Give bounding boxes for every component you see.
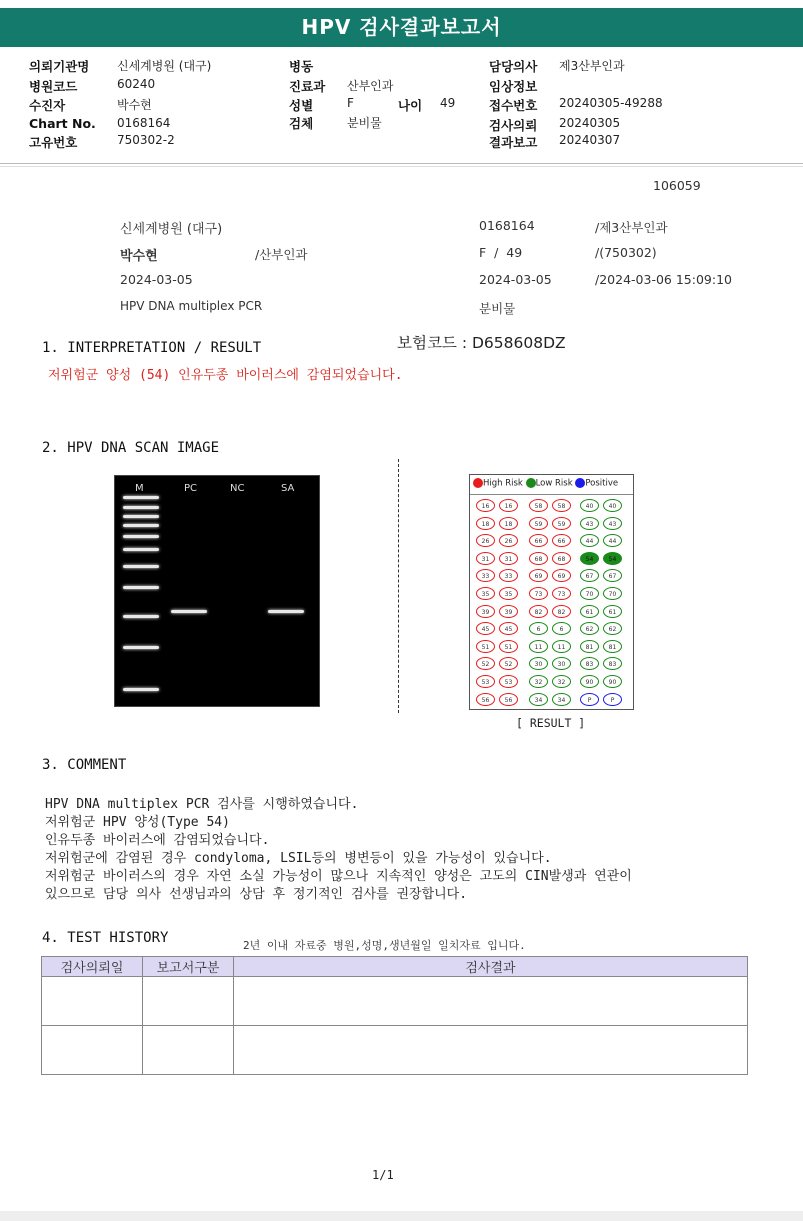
info-report-datetime: /2024-03-06 15:09:10 — [595, 272, 732, 287]
genotype-cell-58: 58 — [552, 499, 571, 512]
lane-label-nc: NC — [230, 483, 245, 494]
history-note: 2년 이내 자료중 병원,성명,생년월일 일치자료 입니다. — [243, 939, 526, 952]
label-clinical-info: 임상정보 — [489, 79, 538, 94]
genotype-cell-6: 6 — [552, 622, 571, 635]
table-cell — [234, 1026, 748, 1075]
lane-label-sa: SA — [281, 483, 295, 494]
value-hospital: 신세계병원 (대구) — [117, 59, 212, 73]
page-number: 1/1 — [372, 1168, 394, 1182]
legend-high-risk: High Risk — [483, 478, 523, 489]
header-divider — [0, 163, 803, 164]
legend-positive: Positive — [585, 478, 619, 489]
label-report-date: 결과보고 — [489, 135, 538, 150]
ladder-band — [123, 586, 159, 589]
history-col-request-date: 검사의뢰일 — [42, 957, 143, 977]
genotype-cell-45: 45 — [476, 622, 495, 635]
info-sex-age: F / 49 — [479, 245, 523, 260]
label-doctor: 담당의사 — [489, 59, 538, 74]
genotype-cell-P: P — [580, 693, 599, 706]
genotype-cell-56: 56 — [499, 693, 518, 706]
genotype-cell-51: 51 — [499, 640, 518, 653]
genotype-cell-73: 73 — [552, 587, 571, 600]
value-request-date: 20240305 — [559, 116, 621, 130]
label-age: 나이 — [398, 98, 423, 113]
genotype-cell-56: 56 — [476, 693, 495, 706]
section-scan-image-title: 2. HPV DNA SCAN IMAGE — [42, 440, 220, 456]
genotype-cell-59: 59 — [529, 517, 548, 530]
info-specimen: 분비물 — [479, 301, 516, 316]
genotype-cell-67: 67 — [603, 569, 622, 582]
genotype-cell-39: 39 — [499, 605, 518, 618]
label-hospital-code: 병원코드 — [29, 79, 78, 94]
genotype-cell-53: 53 — [499, 675, 518, 688]
genotype-cell-54: 54 — [580, 552, 599, 565]
table-row — [42, 977, 748, 1026]
genotype-cell-62: 62 — [580, 622, 599, 635]
genotype-cell-69: 69 — [529, 569, 548, 582]
header-divider-2 — [0, 166, 803, 167]
ladder-band — [123, 565, 159, 568]
genotype-cell-66: 66 — [552, 534, 571, 547]
genotype-cell-34: 34 — [529, 693, 548, 706]
genotype-cell-39: 39 — [476, 605, 495, 618]
section-history-title: 4. TEST HISTORY — [42, 930, 169, 946]
genotype-cell-26: 26 — [476, 534, 495, 547]
value-specimen: 분비물 — [347, 116, 382, 130]
info-doctor: /제3산부인과 — [595, 220, 668, 235]
comment-block — [45, 796, 632, 904]
genotype-cell-16: 16 — [476, 499, 495, 512]
label-department: 진료과 — [289, 79, 326, 94]
genotype-cell-90: 90 — [580, 675, 599, 688]
genotype-cell-40: 40 — [580, 499, 599, 512]
grid-legend — [473, 478, 618, 489]
comment-line: 저위험군에 감염된 경우 condyloma, LSIL등의 병변등이 있을 가능성이 있습니다. — [45, 851, 552, 866]
low-risk-dot-icon — [526, 478, 536, 488]
genotype-cell-53: 53 — [476, 675, 495, 688]
label-specimen: 검체 — [289, 116, 314, 131]
genotype-cell-83: 83 — [603, 657, 622, 670]
table-cell — [143, 1026, 234, 1075]
label-patient: 수진자 — [29, 98, 66, 113]
genotype-cell-35: 35 — [499, 587, 518, 600]
genotype-cell-66: 66 — [529, 534, 548, 547]
high-risk-dot-icon — [473, 478, 483, 488]
info-name: 박수현 — [120, 249, 158, 264]
value-department: 산부인과 — [347, 79, 394, 93]
genotype-cell-51: 51 — [476, 640, 495, 653]
info-birth: /(750302) — [595, 245, 657, 260]
lane-label-m: M — [135, 483, 144, 494]
genotype-cell-70: 70 — [580, 587, 599, 600]
label-receipt-no: 접수번호 — [489, 98, 538, 113]
genotype-cell-58: 58 — [529, 499, 548, 512]
ladder-band — [123, 615, 159, 618]
genotype-cell-44: 44 — [580, 534, 599, 547]
table-cell — [42, 1026, 143, 1075]
genotype-cell-33: 33 — [499, 569, 518, 582]
doc-code: 106059 — [653, 178, 701, 193]
genotype-cell-52: 52 — [476, 657, 495, 670]
genotype-cell-67: 67 — [580, 569, 599, 582]
ladder-band — [123, 646, 159, 649]
value-age: 49 — [440, 96, 456, 110]
ladder-band — [123, 496, 159, 499]
value-patient: 박수현 — [117, 98, 152, 112]
genotype-cell-34: 34 — [552, 693, 571, 706]
label-sex: 성별 — [289, 98, 314, 113]
info-chart: 0168164 — [479, 218, 535, 233]
value-report-date: 20240307 — [559, 133, 621, 147]
genotype-cell-43: 43 — [603, 517, 622, 530]
pc-band — [171, 610, 207, 613]
value-hospital-code: 60240 — [117, 77, 156, 91]
genotype-cell-35: 35 — [476, 587, 495, 600]
image-divider — [398, 459, 399, 713]
genotype-cell-45: 45 — [499, 622, 518, 635]
table-cell — [42, 977, 143, 1026]
ladder-band — [123, 506, 159, 509]
table-cell — [234, 977, 748, 1026]
label-ward: 병동 — [289, 59, 314, 74]
legend-divider — [470, 494, 633, 495]
genotype-cell-P: P — [603, 693, 622, 706]
section-comment-title: 3. COMMENT — [42, 757, 127, 773]
info-hospital: 신세계병원 (대구) — [120, 222, 223, 237]
table-row — [42, 1026, 748, 1075]
insurance-code: 보험코드 : D658608DZ — [397, 334, 566, 352]
genotype-cell-68: 68 — [529, 552, 548, 565]
genotype-cell-61: 61 — [580, 605, 599, 618]
genotype-grid — [469, 474, 634, 710]
ladder-band — [123, 548, 159, 551]
info-receive-date: 2024-03-05 — [479, 272, 552, 287]
genotype-cell-31: 31 — [476, 552, 495, 565]
info-request-date: 2024-03-05 — [120, 272, 193, 287]
ladder-band — [123, 688, 159, 691]
ladder-band — [123, 524, 159, 527]
info-dept: /산부인과 — [255, 247, 308, 262]
genotype-cell-32: 32 — [552, 675, 571, 688]
genotype-cell-82: 82 — [529, 605, 548, 618]
genotype-cell-26: 26 — [499, 534, 518, 547]
genotype-cell-30: 30 — [552, 657, 571, 670]
genotype-cell-33: 33 — [476, 569, 495, 582]
genotype-cell-40: 40 — [603, 499, 622, 512]
grid-caption: [ RESULT ] — [516, 716, 586, 730]
comment-line: 있으므로 담당 의사 선생님과의 상담 후 정기적인 검사를 권장합니다. — [45, 887, 468, 902]
genotype-cell-11: 11 — [552, 640, 571, 653]
label-request-date: 검사의뢰 — [489, 118, 538, 133]
lane-label-pc: PC — [184, 483, 198, 494]
value-receipt-no: 20240305-49288 — [559, 96, 663, 110]
comment-line: HPV DNA multiplex PCR 검사를 시행하였습니다. — [45, 797, 359, 812]
genotype-cell-70: 70 — [603, 587, 622, 600]
genotype-cell-61: 61 — [603, 605, 622, 618]
comment-line: 저위험군 바이러스의 경우 자연 소실 가능성이 많으나 지속적인 양성은 고도의 CIN발생과 연관이 — [45, 869, 632, 884]
legend-low-risk: Low Risk — [535, 478, 573, 489]
genotype-cell-82: 82 — [552, 605, 571, 618]
label-unique-no: 고유번호 — [29, 135, 78, 150]
genotype-cell-16: 16 — [499, 499, 518, 512]
value-sex: F — [347, 96, 354, 110]
genotype-cell-81: 81 — [603, 640, 622, 653]
genotype-cell-68: 68 — [552, 552, 571, 565]
genotype-cell-11: 11 — [529, 640, 548, 653]
genotype-cell-30: 30 — [529, 657, 548, 670]
history-header-row — [42, 957, 748, 977]
table-cell — [143, 977, 234, 1026]
genotype-cell-83: 83 — [580, 657, 599, 670]
info-test-name: HPV DNA multiplex PCR — [120, 299, 263, 313]
report-title: HPV 검사결과보고서 — [0, 8, 803, 47]
section-interpretation-title: 1. INTERPRETATION / RESULT — [42, 340, 262, 356]
genotype-cell-6: 6 — [529, 622, 548, 635]
genotype-cell-31: 31 — [499, 552, 518, 565]
history-col-report-type: 보고서구분 — [143, 957, 234, 977]
genotype-cell-90: 90 — [603, 675, 622, 688]
genotype-cell-59: 59 — [552, 517, 571, 530]
value-unique-no: 750302-2 — [117, 133, 175, 147]
genotype-cell-54: 54 — [603, 552, 622, 565]
genotype-cell-18: 18 — [499, 517, 518, 530]
footer-bar — [0, 1211, 803, 1221]
value-chart-no: 0168164 — [117, 116, 171, 130]
genotype-cell-43: 43 — [580, 517, 599, 530]
result-text: 저위험군 양성 (54) 인유두종 바이러스에 감염되었습니다. — [48, 368, 403, 383]
history-table — [41, 956, 748, 1075]
positive-dot-icon — [575, 478, 585, 488]
gel-image — [114, 475, 320, 707]
value-doctor: 제3산부인과 — [559, 59, 625, 73]
sa-band — [268, 610, 304, 613]
ladder-band — [123, 515, 159, 518]
ladder-band — [123, 535, 159, 538]
genotype-cell-81: 81 — [580, 640, 599, 653]
genotype-cell-32: 32 — [529, 675, 548, 688]
comment-line: 저위험군 HPV 양성(Type 54) — [45, 815, 230, 830]
label-chart-no: Chart No. — [29, 116, 96, 131]
genotype-cell-73: 73 — [529, 587, 548, 600]
genotype-cell-69: 69 — [552, 569, 571, 582]
genotype-cell-18: 18 — [476, 517, 495, 530]
history-col-result: 검사결과 — [234, 957, 748, 977]
label-hospital: 의뢰기관명 — [29, 59, 90, 74]
genotype-cell-62: 62 — [603, 622, 622, 635]
genotype-cell-44: 44 — [603, 534, 622, 547]
comment-line: 인유두종 바이러스에 감염되었습니다. — [45, 833, 270, 848]
genotype-cell-52: 52 — [499, 657, 518, 670]
